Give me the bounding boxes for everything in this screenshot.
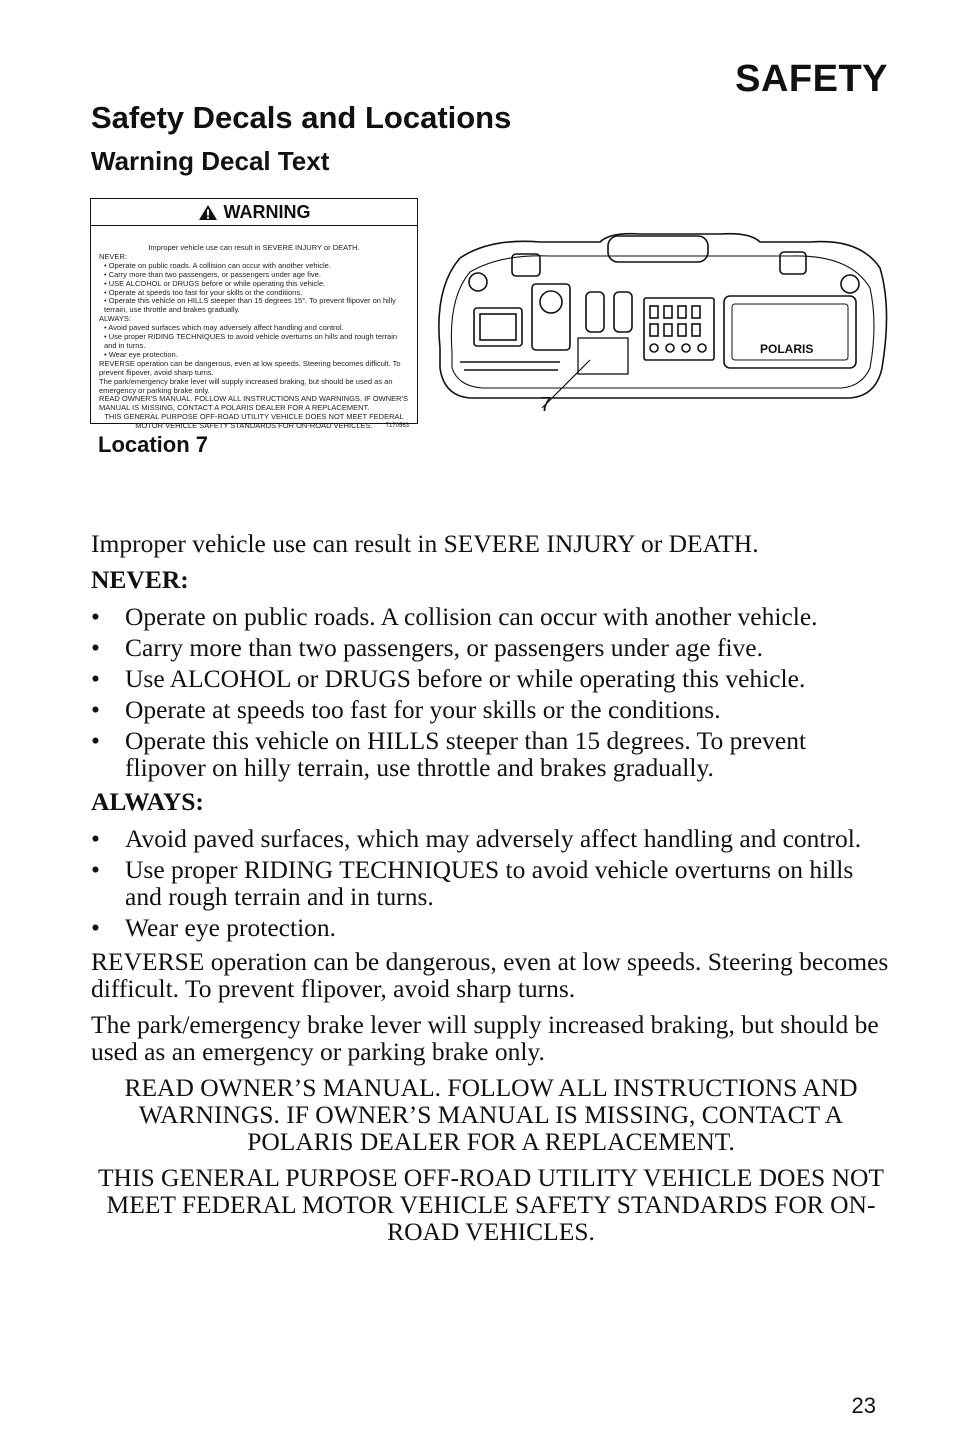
reverse-text: REVERSE operation can be dangerous, even at low speeds. Steering becomes difficult. To prevent flipover, avoid sharp turns. [91,947,889,1003]
decal-part-code: 7170563 [385,423,409,430]
decal-standard: THIS GENERAL PURPOSE OFF-ROAD UTILITY VEHICLE DOES NOT MEET FEDERAL MOTOR VEHICLE SAFETY STANDARDS FOR ON-ROAD VEHICLES. [104,412,404,431]
location-label: Location 7 [98,432,209,457]
warning-text [91,530,891,1254]
decal-always-item: • Use proper RIDING TECHNIQUES to avoid vehicle overturns on hills and rough terrain and in turns. [104,332,398,350]
sub-heading: Warning Decal Text [91,146,330,176]
brake-text: The park/emergency brake lever will supply increased braking, but should be used as an emergency or parking brake only. [91,1010,879,1066]
always-label: ALWAYS: [91,787,204,816]
decal-never-item: • Carry more than two passengers, or passengers under age five. [104,269,321,279]
intro-text: Improper vehicle use can result in SEVERE INJURY or DEATH. [91,529,759,558]
list-item: • Carry more than two passengers, or passengers under age five. [91,634,891,661]
never-label: NEVER: [91,565,189,594]
decal-intro: Improper vehicle use can result in SEVERE INJURY or DEATH. [148,243,360,252]
decal-never-item: • USE ALCOHOL or DRUGS before or while operating this vehicle. [104,278,326,288]
page-number: 23 [851,1393,876,1418]
decal-never-item: • Operate at speeds too fast for your skills or the conditions. [104,287,303,297]
warning-decal [90,198,418,431]
brand-label: POLARIS [760,342,814,356]
decal-always-label: ALWAYS: [99,314,131,324]
list-item: • Operate on public roads. A collision can occur with another vehicle. [91,603,891,630]
decal-body [91,226,417,431]
decal-never-label: NEVER: [99,251,127,261]
list-item: • Operate this vehicle on HILLS steeper than 15 degrees. To prevent flipover on hilly terrain, use throttle and brakes gradually. [91,727,891,781]
dashboard-illustration [430,228,892,424]
standards-text: THIS GENERAL PURPOSE OFF-ROAD UTILITY VEHICLE DOES NOT MEET FEDERAL MOTOR VEHICLE SAFETY STANDARDS FOR ON-ROAD VEHICLES. [97,1163,884,1246]
list-item: • Use ALCOHOL or DRUGS before or while operating this vehicle. [91,665,891,692]
read-manual-text: READ OWNER’S MANUAL. FOLLOW ALL INSTRUCTIONS AND WARNINGS. IF OWNER’S MANUAL IS MISSING, CONTACT A POLARIS DEALER FOR A REPLACEMENT. [124,1073,858,1156]
decal-always-item: • Wear eye protection. [104,349,178,359]
list-item: • Operate at speeds too fast for your skills or the conditions. [91,696,891,723]
list-item: • Avoid paved surfaces, which may adversely affect handling and control. [91,825,891,852]
decal-brake: The park/emergency brake lever will supply increased braking, but should be used as an emergency or parking brake only. [99,376,393,395]
decal-reverse: REVERSE operation can be dangerous, even at low speeds. Steering becomes difficult. To prevent flipover, avoid sharp turns. [99,358,401,377]
decal-read: READ OWNER'S MANUAL. FOLLOW ALL INSTRUCTIONS AND WARNINGS. IF OWNER'S MANUAL IS MISSING, CONTACT A POLARIS DEALER FOR A REPLACEMENT. [99,394,409,413]
decal-never-item: • Operate this vehicle on HILLS steeper than 15 degrees 15°. To prevent flipover on hilly terrain, use throttle and brakes gradually. [104,296,396,315]
decal-never-item: • Operate on public roads. A collision can occur with another vehicle. [104,260,331,270]
warning-triangle-icon [198,204,218,221]
decal-always-item: • Avoid paved surfaces which may adversely affect handling and control. [104,323,344,333]
always-list [91,825,891,941]
section-title: SAFETY [735,58,888,100]
list-item: • Use proper RIDING TECHNIQUES to avoid vehicle overturns on hills and rough terrain and in turns. [91,856,891,910]
list-item: • Wear eye protection. [91,914,891,941]
decal-header [91,199,417,226]
page-heading: Safety Decals and Locations [91,100,512,135]
decal-heading: WARNING [223,201,311,222]
never-list [91,603,891,781]
callout-number: 7 [540,394,552,416]
